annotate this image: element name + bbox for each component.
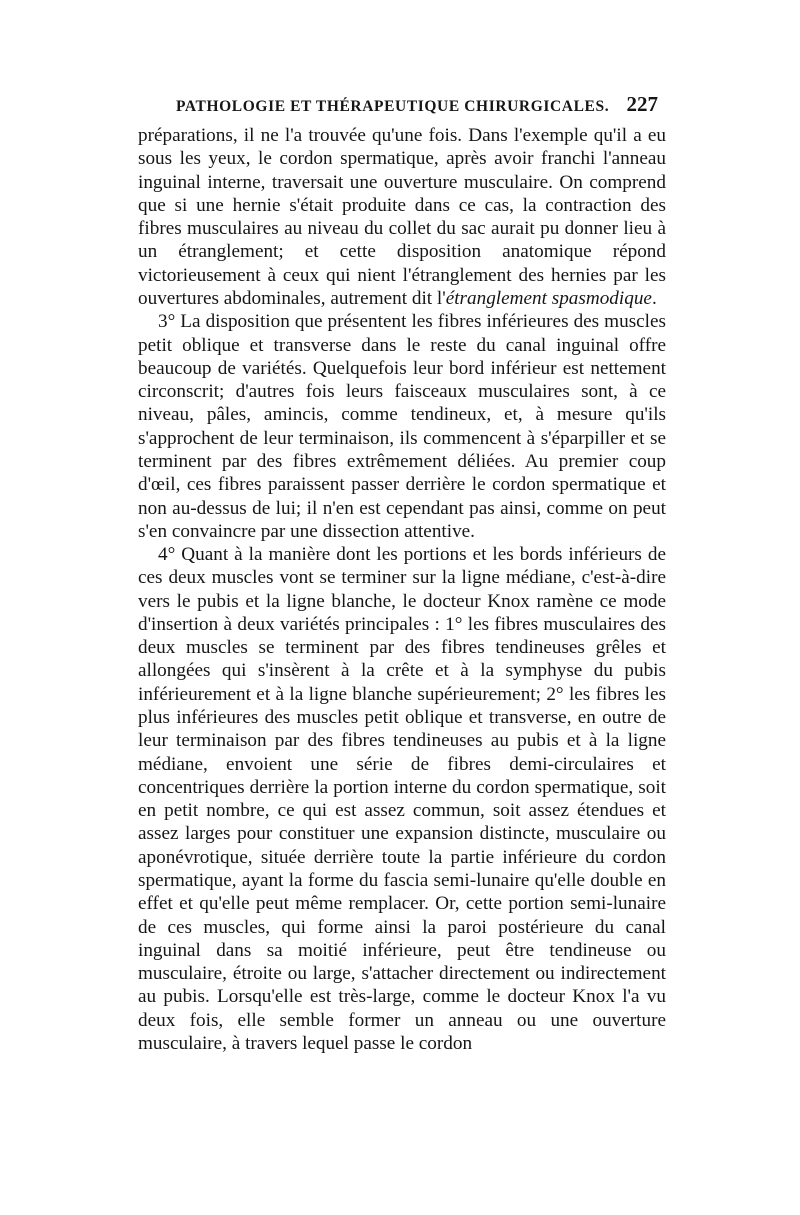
book-page xyxy=(138,92,666,1055)
body-text xyxy=(138,124,666,1055)
running-head xyxy=(176,92,666,122)
paragraph-text: préparations, il ne l'a trouvée qu'une fois. Dans l'exemple qu'il a eu sous les yeux, le cordon spermatique, après avoir franchi l'anneau inguinal interne, traversait une ouverture musculaire. On comprend que si une hernie s'était produite dans ce cas, la contraction des fibres musculaires au niveau du collet du sac aurait pu donner lieu à un étranglement; et cette disposition anatomique répond victorieusement à ceux qui nient l'étranglement des hernies par les ouvertures abdominales, autrement dit l' xyxy=(138,125,666,309)
paragraph-end: . xyxy=(651,287,657,309)
running-title: PATHOLOGIE ET THÉRAPEUTIQUE CHIRURGICALES. xyxy=(176,98,610,115)
paragraph-4: 4° Quant à la manière dont les portions et les bords inférieurs de ces deux muscles vont se terminer sur la ligne médiane, c'est-à-dire vers le pubis et la ligne blanche, le docteur Knox ramène ce mode d'insertion à deux variétés principales : 1° les fibres musculaires des deux muscles se terminent par des fibres tendineuses grêles et allongées qui s'insèrent à la crête et à la symphyse du pubis inférieurement et à la ligne blanche supérieurement; 2° les fibres les plus inférieures des muscles petit oblique et transverse, en outre de leur terminaison par des fibres tendineuses au pubis et à la ligne médiane, envoient une série de fibres demi-circulaires et concentriques derrière la portion interne du cordon spermatique, soit en petit nombre, ce qui est assez commun, soit assez étendues et assez larges pour constituer une expansion distincte, musculaire ou aponévrotique, située derrière toute la partie inférieure du cordon spermatique, ayant la forme du fascia semi-lunaire qu'elle double en effet et qu'elle peut même remplacer. Or, cette portion semi-lunaire de ces muscles, qui forme ainsi la paroi postérieure du canal inguinal dans sa moitié inférieure, peut être tendineuse ou musculaire, étroite ou large, s'attacher directement ou indirectement au pubis. Lorsqu'elle est très-large, comme le docteur Knox l'a vu deux fois, elle semble former un anneau ou une ouverture musculaire, à travers lequel passe le cordon xyxy=(138,544,666,1054)
page-number: 227 xyxy=(626,92,658,116)
paragraph-3: 3° La disposition que présentent les fibres inférieures des muscles petit oblique et transverse dans le reste du canal inguinal offre beaucoup de variétés. Quelquefois leur bord inférieur est nettement circonscrit; d'autres fois leurs faisceaux musculaires sont, à ce niveau, pâles, amincis, comme tendineux, et, à mesure qu'ils s'approchent de leur terminaison, ils commencent à s'éparpiller et se terminent par des fibres extrêmement déliées. Au premier coup d'œil, ces fibres paraissent passer derrière le cordon spermatique et non au-dessus de lui; il n'en est cependant pas ainsi, comme on peut s'en convaincre par une dissection attentive. xyxy=(138,311,666,542)
paragraph-continuation xyxy=(138,124,666,310)
emphasized-term: étranglement spasmodique xyxy=(445,287,652,309)
